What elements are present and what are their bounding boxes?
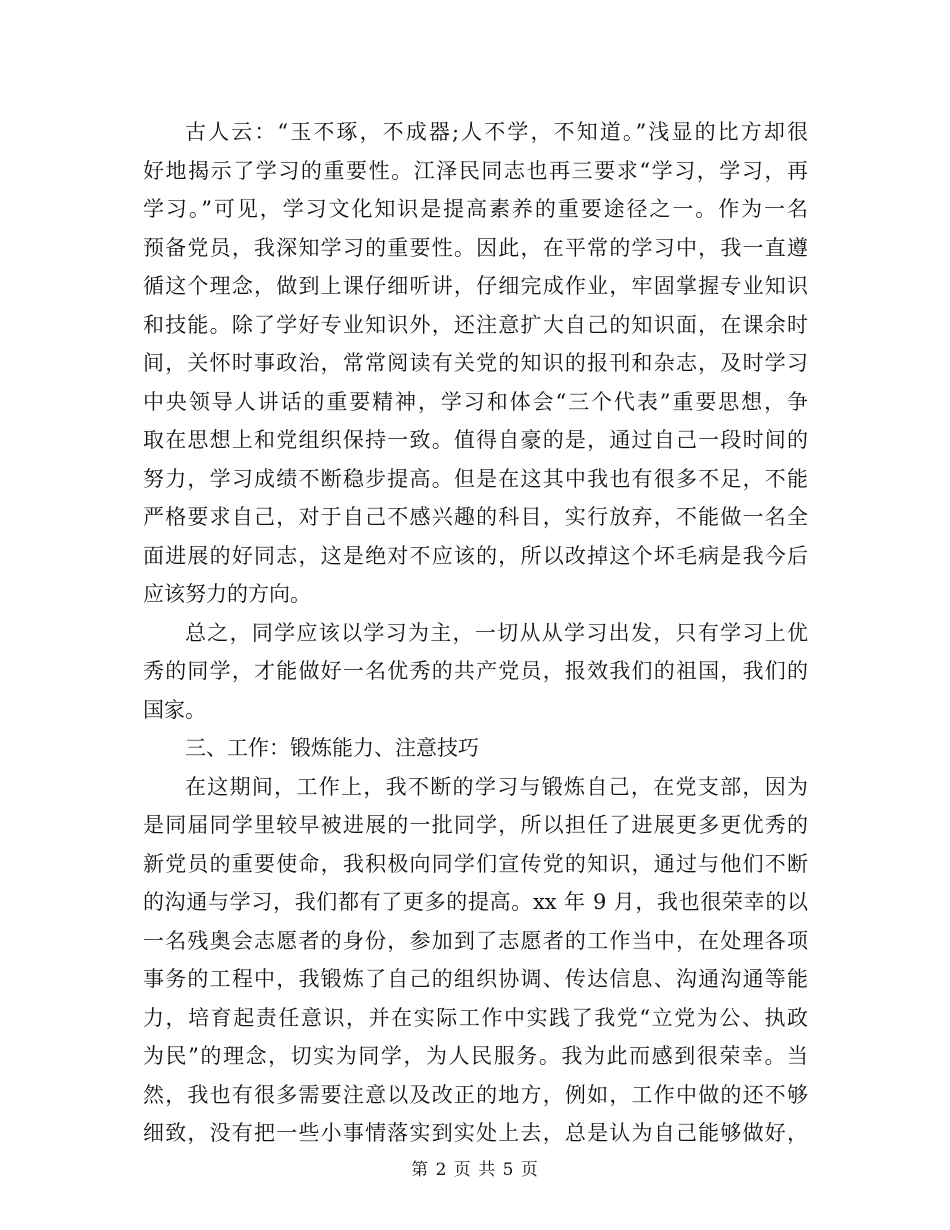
text-line: 间，关怀时事政治，常常阅读有关党的知识的报刊和杂志，及时学习	[143, 351, 808, 375]
text-line: 三、工作：锻炼能力、注意技巧	[185, 736, 479, 760]
text-line: 是同届同学里较早被进展的一批同学，所以担任了进展更多更优秀的	[143, 813, 808, 837]
text-line: 努力，学习成绩不断稳步提高。但是在这其中我也有很多不足，不能	[143, 466, 808, 491]
text-line: 为民”的理念，切实为同学，为人民服务。我为此而感到很荣幸。当	[143, 1044, 808, 1068]
text-line: 严格要求自己，对于自己不感兴趣的科目，实行放弃，不能做一名全	[143, 505, 808, 529]
text-line: 一名残奥会志愿者的身份，参加到了志愿者的工作当中，在处理各项	[143, 928, 808, 953]
text-line: 循这个理念，做到上课仔细听讲，仔细完成作业，牢固掌握专业知识	[143, 274, 808, 298]
text-line: 力，培育起责任意识，并在实际工作中实践了我党“立党为公、执政	[143, 1005, 808, 1030]
text-line: 古人云：“玉不琢，不成器;人不学，不知道。”浅显的比方却很	[185, 120, 808, 144]
text-line: 秀的同学，才能做好一名优秀的共产党员，报效我们的祖国，我们的	[143, 659, 808, 683]
text-line: 预备党员，我深知学习的重要性。因此，在平常的学习中，我一直遵	[143, 235, 808, 260]
text-line: 新党员的重要使命，我积极向同学们宣传党的知识，通过与他们不断	[143, 851, 808, 876]
text-line: 的沟通与学习，我们都有了更多的提高。xx 年 9 月，我也很荣幸的以	[143, 890, 808, 914]
page-number-footer: 第 2 页 共 5 页	[411, 1160, 539, 1180]
text-line: 总之，同学应该以学习为主，一切从从学习出发，只有学习上优	[185, 620, 808, 645]
text-line: 中央领导人讲话的重要精神，学习和体会“三个代表”重要思想，争	[143, 389, 808, 414]
text-line: 面进展的好同志，这是绝对不应该的，所以改掉这个坏毛病是我今后	[143, 543, 808, 568]
text-line: 细致，没有把一些小事情落实到实处上去，总是认为自己能够做好，	[143, 1121, 808, 1145]
text-line: 国家。	[143, 697, 206, 722]
text-line: 然，我也有很多需要注意以及改正的地方，例如，工作中做的还不够	[143, 1082, 808, 1107]
text-line: 事务的工程中，我锻炼了自己的组织协调、传达信息、沟通沟通等能	[143, 967, 808, 991]
text-line: 应该努力的方向。	[143, 582, 311, 606]
text-line: 和技能。除了学好专业知识外，还注意扩大自己的知识面，在课余时	[143, 312, 808, 337]
text-line: 好地揭示了学习的重要性。江泽民同志也再三要求“学习，学习，再	[143, 158, 808, 183]
text-line: 在这期间，工作上，我不断的学习与锻炼自己，在党支部，因为	[185, 774, 808, 799]
text-line: 学习。”可见，学习文化知识是提高素养的重要途径之一。作为一名	[143, 197, 808, 221]
document-body	[143, 113, 808, 1153]
text-line: 取在思想上和党组织保持一致。值得自豪的是，通过自己一段时间的	[143, 428, 808, 452]
